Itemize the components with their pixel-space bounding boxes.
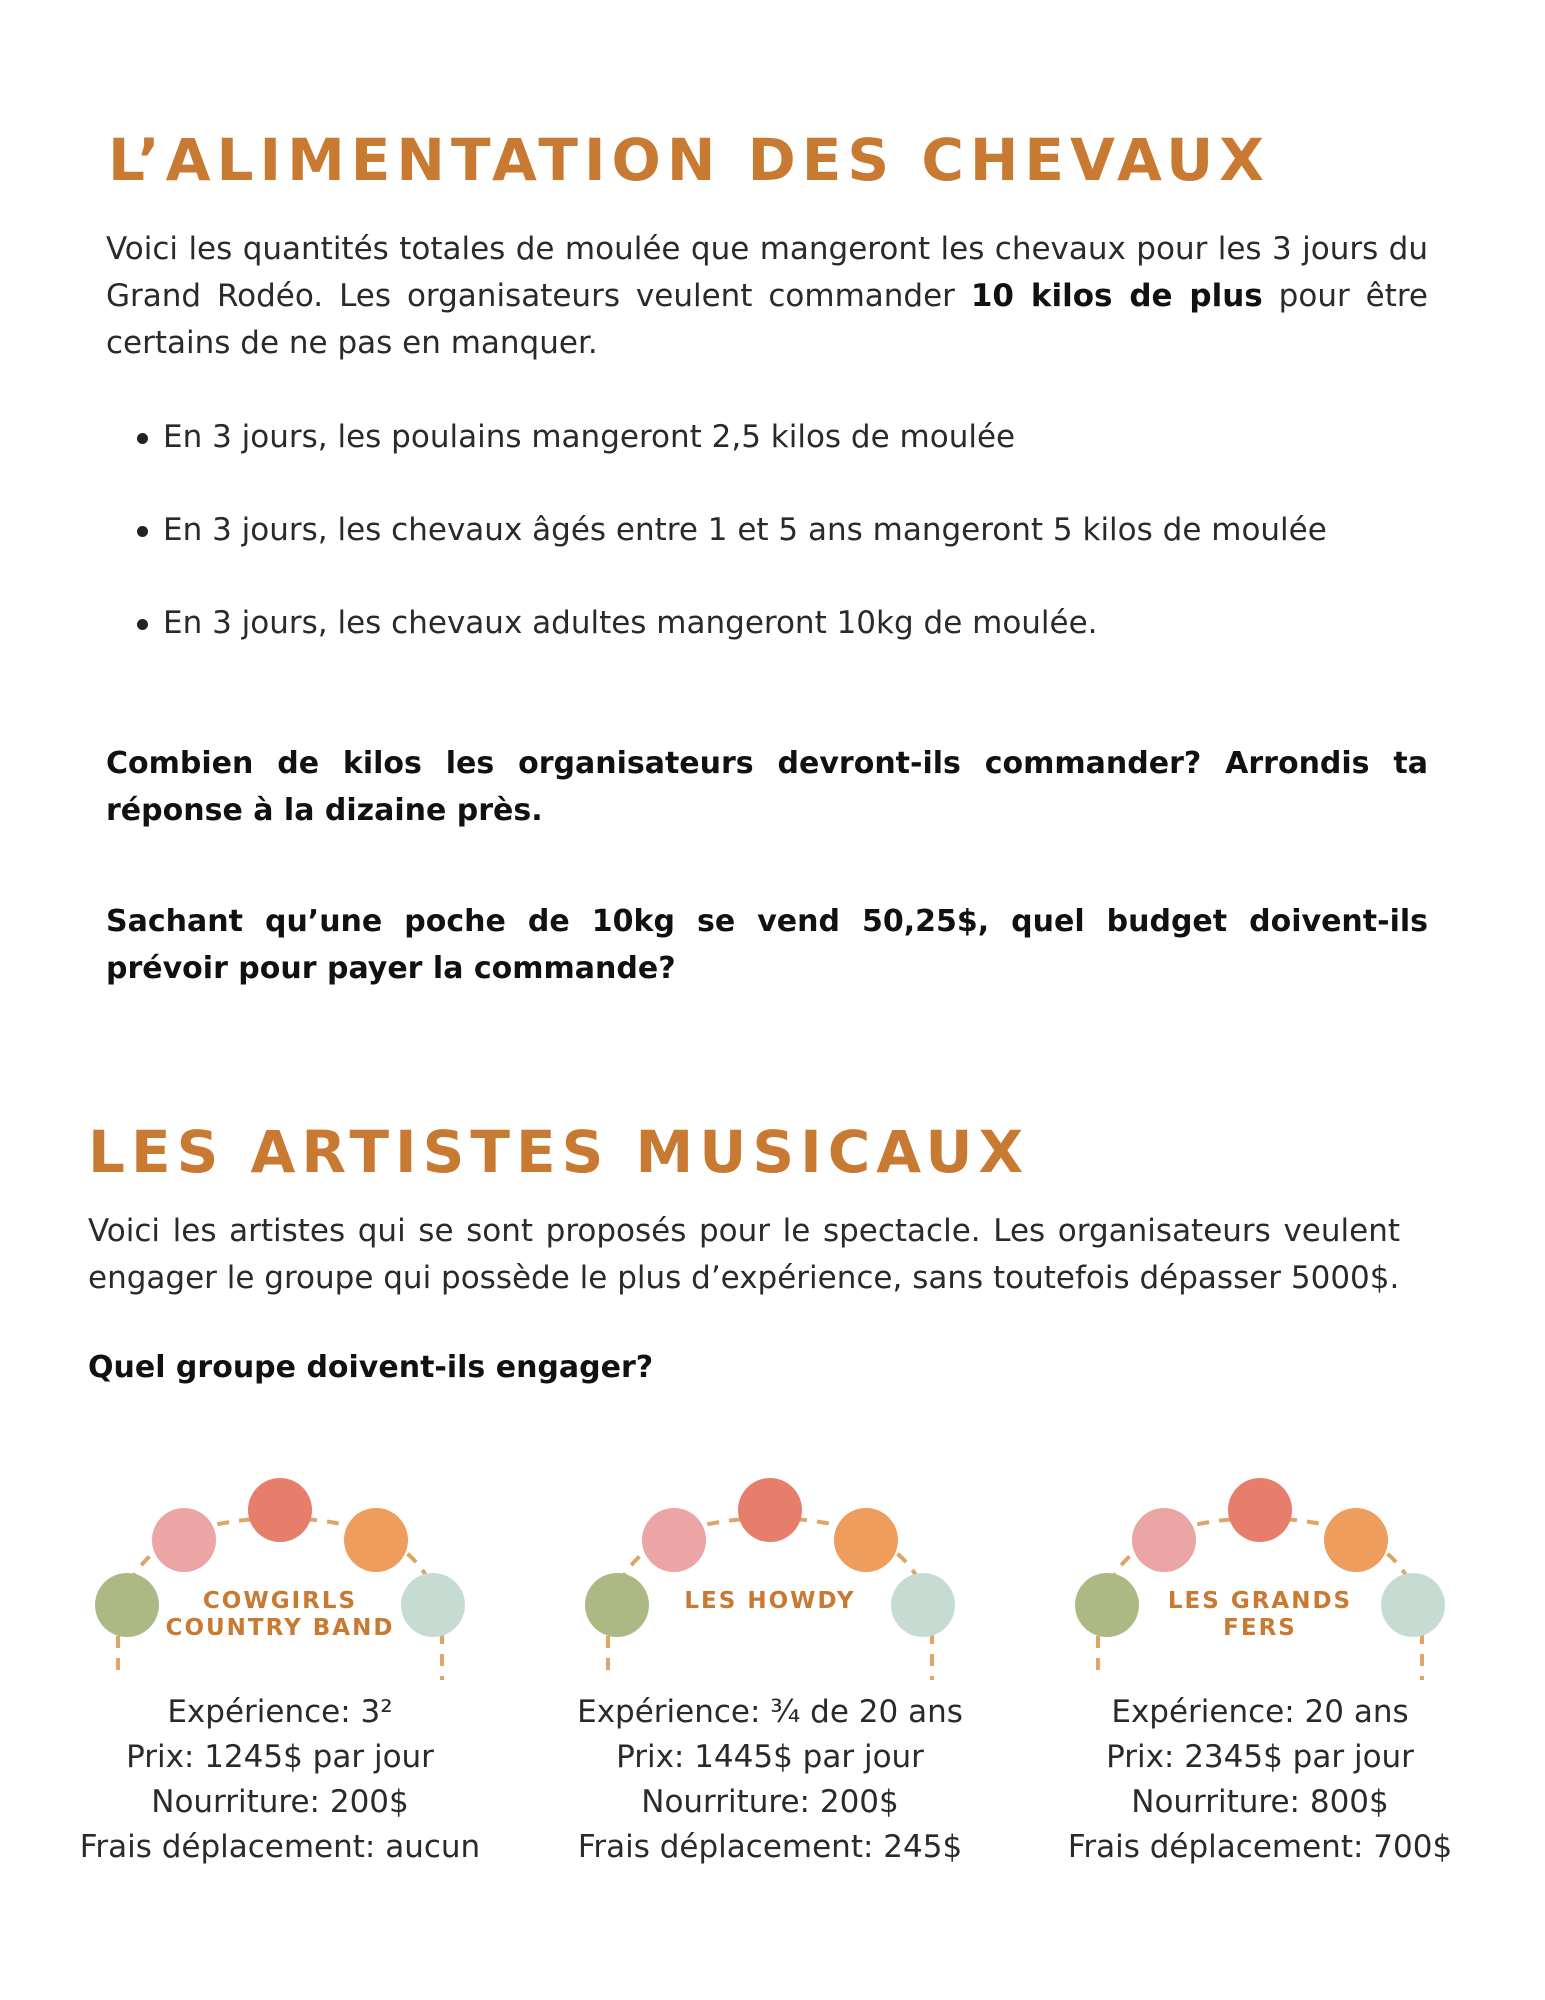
band-info (560, 1690, 980, 1870)
band-name-line2: FERS (1223, 1615, 1297, 1641)
band-food: Nourriture: 200$ (641, 1784, 899, 1820)
band-info (1050, 1690, 1470, 1870)
band-name (1130, 1588, 1390, 1642)
arch-dots-icon (90, 1470, 470, 1680)
feeding-question-kilos: Combien de kilos les organisateurs devront-ils commander? Arrondis ta réponse à la dizaine près. (106, 746, 1428, 828)
arch-dots-icon (1070, 1470, 1450, 1680)
bullet-text: En 3 jours, les chevaux âgés entre 1 et 5 ans mangeront 5 kilos de moulée (163, 512, 1327, 548)
band-experience: Expérience: 20 ans (1111, 1694, 1409, 1730)
list-item (135, 507, 1327, 600)
arch-dots-icon (580, 1470, 960, 1680)
band-experience: Expérience: 3² (167, 1694, 393, 1730)
band-name (640, 1588, 900, 1615)
section-title-musical-artists: LES ARTISTES MUSICAUX (88, 1118, 1030, 1186)
band-name-line1: LES HOWDY (684, 1588, 856, 1614)
bullet-text: En 3 jours, les chevaux adultes mangeront 10kg de moulée. (163, 605, 1098, 641)
artists-question: Quel groupe doivent-ils engager? (88, 1350, 654, 1385)
list-item (135, 414, 1327, 507)
band-price: Prix: 1245$ par jour (126, 1739, 434, 1775)
feeding-intro-bold: 10 kilos de plus (970, 278, 1263, 314)
feeding-question-budget: Sachant qu’une poche de 10kg se vend 50,25$, quel budget doivent-ils prévoir pour payer la commande? (106, 904, 1428, 986)
band-card-grands-fers (1067, 1470, 1453, 1870)
bullet-dot-icon (137, 619, 148, 630)
band-travel: Frais déplacement: 245$ (577, 1829, 963, 1865)
band-price: Prix: 2345$ par jour (1106, 1739, 1414, 1775)
section-title-horse-feeding: L’ALIMENTATION DES CHEVAUX (108, 126, 1270, 194)
band-name-line1: LES GRANDS (1167, 1588, 1353, 1614)
band-name-line1: COWGIRLS (202, 1588, 358, 1614)
list-item (135, 600, 1327, 693)
band-card-howdy (577, 1470, 963, 1870)
feeding-intro (106, 226, 1428, 367)
band-name-line2: COUNTRY BAND (165, 1615, 395, 1641)
band-card-cowgirls (79, 1470, 481, 1870)
bullet-dot-icon (137, 526, 148, 537)
bullet-text: En 3 jours, les poulains mangeront 2,5 kilos de moulée (163, 419, 1016, 455)
band-name (150, 1588, 410, 1642)
band-travel: Frais déplacement: 700$ (1067, 1829, 1453, 1865)
band-travel: Frais déplacement: aucun (79, 1829, 481, 1865)
feeding-intro-text-a: Voici les quantités totales de moulée que mangeront les chevaux pour les 3 jours du Grand Rodéo. Les organisateurs veulent commander (106, 231, 1428, 314)
artists-intro: Voici les artistes qui se sont proposés pour le spectacle. Les organisateurs veulent engager le groupe qui possède le plus d’expérience, sans toutefois dépasser 5000$. (88, 1213, 1400, 1296)
band-price: Prix: 1445$ par jour (616, 1739, 924, 1775)
feeding-intro-text-b: pour être certains de ne pas en manquer. (106, 278, 1429, 361)
band-food: Nourriture: 200$ (151, 1784, 409, 1820)
band-food: Nourriture: 800$ (1131, 1784, 1389, 1820)
band-experience: Expérience: ¾ de 20 ans (577, 1694, 963, 1730)
bullet-dot-icon (137, 433, 148, 444)
feeding-bullet-list (135, 414, 1327, 693)
band-info (70, 1690, 490, 1870)
